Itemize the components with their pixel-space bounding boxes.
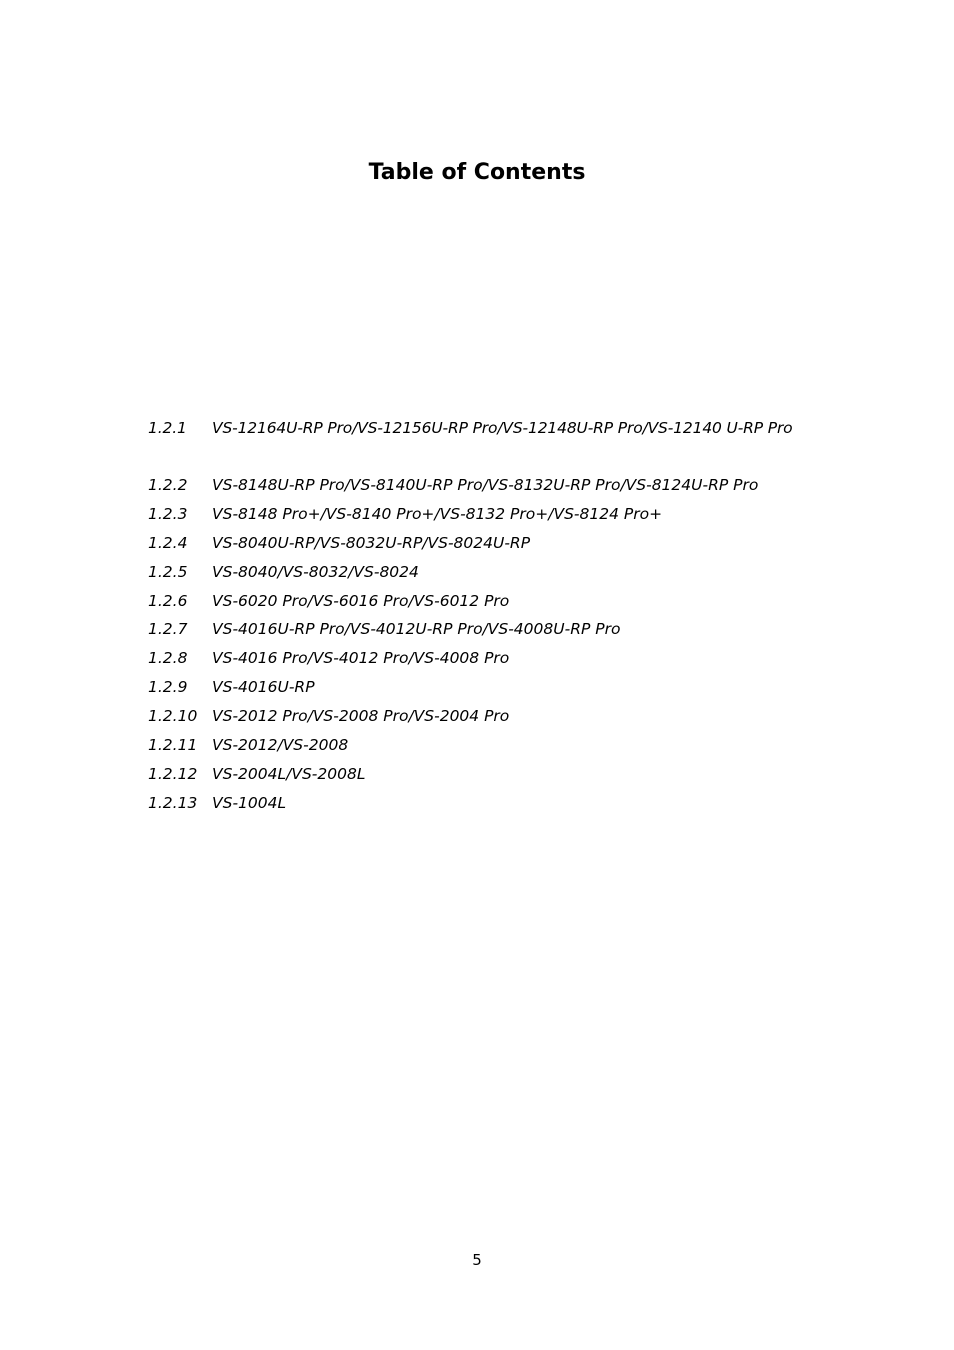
toc-entry[interactable] [148,473,908,502]
toc-entry-number: 1.2.4 [148,533,188,552]
toc-entry[interactable] [148,416,908,473]
toc-entry-number: 1.2.1 [148,419,187,437]
toc-entry-number: 1.2.5 [148,562,188,581]
toc-entry-number: 1.2.12 [148,764,198,783]
toc-entry-title: VS-8040/VS-8032/VS-8024 [212,562,419,581]
page-title: Table of Contents [368,160,586,185]
toc-entry-number: 1.2.13 [148,793,198,812]
toc-entry-title: VS-4016 Pro/VS-4012 Pro/VS-4008 Pro [212,649,510,668]
toc-entry-number: 1.2.11 [148,736,198,755]
toc-entry-title: VS-4016U-RP [212,678,315,697]
toc-entry-title: VS-8148 Pro+/VS-8140 Pro+/VS-8132 Pro+/VS-8124 Pro+ [212,504,663,523]
toc-entry-title: VS-8148U-RP Pro/VS-8140U-RP Pro/VS-8132U-RP Pro/VS-8124U-RP Pro [212,476,759,494]
toc-entry-title: VS-6020 Pro/VS-6016 Pro/VS-6012 Pro [212,591,510,610]
toc-entry-number: 1.2.10 [148,707,198,726]
toc-entry[interactable] [148,646,908,675]
toc-entry-title: VS-2012 Pro/VS-2008 Pro/VS-2004 Pro [212,707,510,726]
toc-entry-number: 1.2.3 [148,504,188,523]
toc-entry-title: VS-2004L/VS-2008L [212,764,366,783]
toc-entry[interactable] [148,733,908,762]
toc-entry-title: VS-12164U-RP Pro/VS-12156U-RP Pro/VS-12148U-RP Pro/VS-12140 U-RP Pro [212,419,793,437]
toc-entry[interactable] [148,502,908,531]
page-number: 5 [472,1251,482,1269]
toc-entry-number: 1.2.8 [148,649,188,668]
toc-entry[interactable] [148,560,908,589]
toc-entry[interactable] [148,531,908,560]
toc-entry[interactable] [148,791,908,820]
toc-entry-title: VS-1004L [212,793,287,812]
toc-entry-title: VS-8040U-RP/VS-8032U-RP/VS-8024U-RP [212,533,531,552]
toc-entry-title: VS-4016U-RP Pro/VS-4012U-RP Pro/VS-4008U-RP Pro [212,620,621,639]
toc-entry[interactable] [148,589,908,618]
toc-entry[interactable] [148,762,908,791]
toc-entry-number: 1.2.7 [148,620,188,639]
toc-entry-number: 1.2.2 [148,476,188,494]
toc-entry[interactable] [148,704,908,733]
toc-entry[interactable] [148,675,908,704]
toc-entry-number: 1.2.6 [148,591,188,610]
toc-list [148,416,908,820]
toc-entry-title: VS-2012/VS-2008 [212,736,349,755]
toc-entry[interactable] [148,617,908,646]
toc-entry-number: 1.2.9 [148,678,188,697]
